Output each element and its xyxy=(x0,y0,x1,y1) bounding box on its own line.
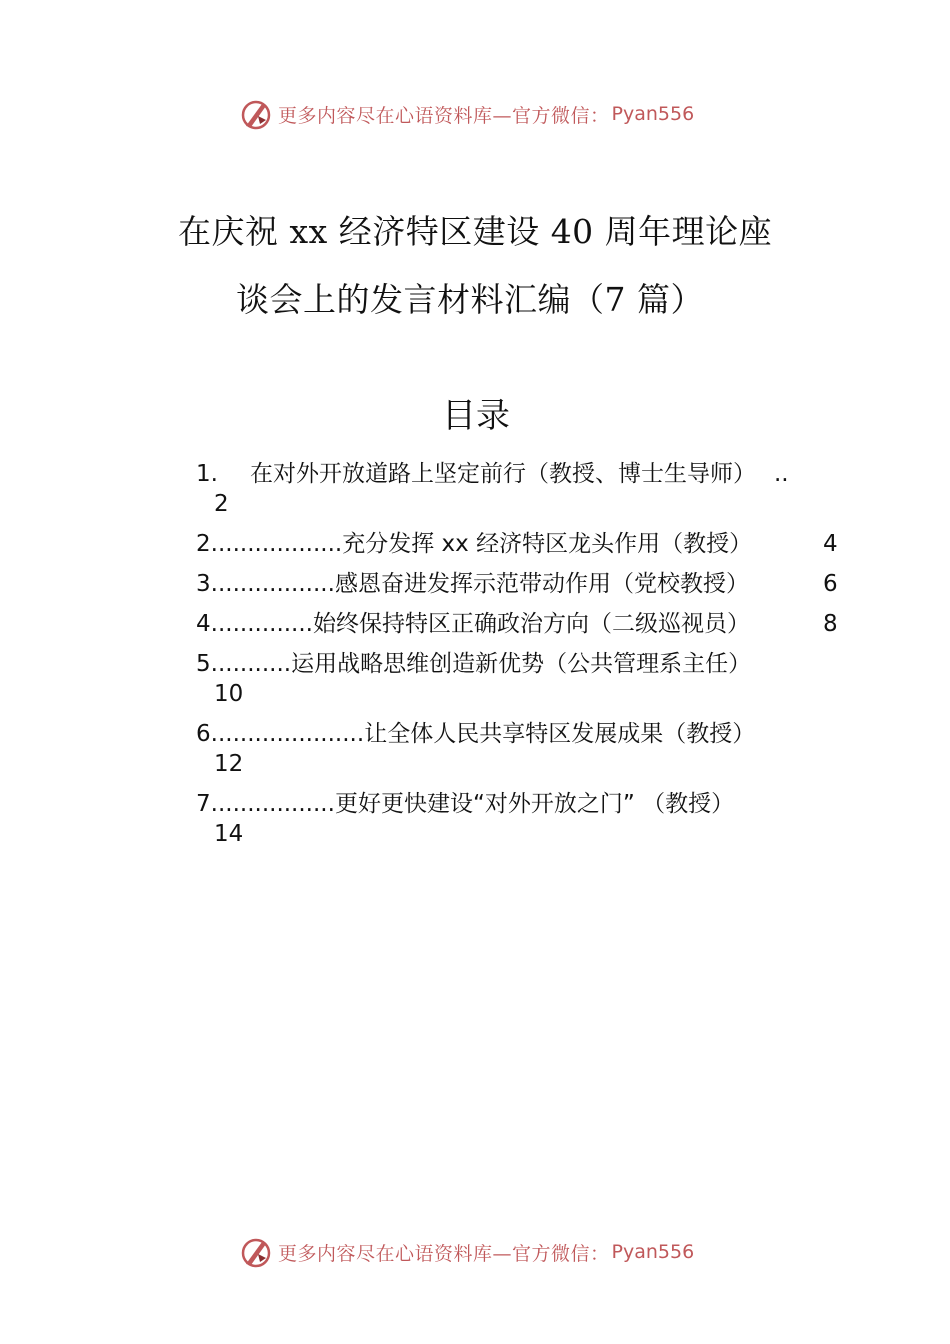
toc-entry-dots: .................. xyxy=(210,531,343,557)
toc-entry-number: 4 xyxy=(196,611,211,637)
toc-entry-dots: .............. xyxy=(210,611,313,637)
watermark-wechat-id: Pyan556 xyxy=(611,103,695,125)
watermark-text: 更多内容尽在心语资料库—官方微信： xyxy=(278,1242,610,1265)
toc-entry-number: 7 xyxy=(196,791,211,817)
toc-entry-dots: ........... xyxy=(210,651,292,677)
toc-entry-number: 6 xyxy=(196,721,211,747)
quill-seal-icon xyxy=(238,96,274,132)
watermark-text: 更多内容尽在心语资料库—官方微信： xyxy=(278,104,610,127)
watermark-wechat-id: Pyan556 xyxy=(611,1241,695,1263)
toc-entry-7-page: 14 xyxy=(214,821,244,847)
toc-entry-6[interactable] xyxy=(196,719,755,749)
toc-entry-number: 3 xyxy=(196,571,211,597)
toc-entry-title: 运用战略思维创造新优势（公共管理系主任） xyxy=(291,651,752,677)
toc-entry-trail: .. xyxy=(773,461,789,487)
document-title-line2: 谈会上的发言材料汇编（7 篇） xyxy=(236,280,704,319)
toc-entry-title: 在对外开放道路上坚定前行（教授、博士生导师） xyxy=(249,461,756,487)
toc-entry-4-page: 8 xyxy=(823,611,838,637)
toc-entry-title: 充分发挥 xx 经济特区龙头作用（教授） xyxy=(342,531,753,557)
toc-entry-2[interactable] xyxy=(196,529,752,559)
toc-entry-3-page: 6 xyxy=(823,571,838,597)
toc-entry-7[interactable] xyxy=(196,789,734,819)
toc-entry-3[interactable] xyxy=(196,569,749,599)
toc-entry-5-page: 10 xyxy=(214,681,244,707)
toc-entry-title: 始终保持特区正确政治方向（二级巡视员） xyxy=(313,611,750,637)
toc-entry-4[interactable] xyxy=(196,609,750,639)
quill-seal-icon xyxy=(238,1234,274,1270)
toc-entry-number: 2 xyxy=(196,531,211,557)
toc-entry-number: 1. xyxy=(196,461,218,487)
toc-entry-number: 5 xyxy=(196,651,211,677)
toc-entry-title: 更好更快建设“对外开放之门” （教授） xyxy=(334,791,735,817)
toc-entry-title: 感恩奋进发挥示范带动作用（党校教授） xyxy=(334,571,749,597)
toc-entry-dots: ................. xyxy=(210,571,335,597)
toc-heading: 目录 xyxy=(442,396,510,436)
footer-watermark xyxy=(238,1232,758,1272)
toc-entry-6-page: 12 xyxy=(214,751,244,777)
toc-entry-1-page: 2 xyxy=(214,491,229,517)
toc-entry-2-page: 4 xyxy=(823,531,838,557)
header-watermark xyxy=(238,94,758,134)
document-title-line1: 在庆祝 xx 经济特区建设 40 周年理论座 xyxy=(178,212,773,251)
toc-entry-title: 让全体人民共享特区发展成果（教授） xyxy=(364,721,756,747)
toc-entry-5[interactable] xyxy=(196,649,751,679)
toc-entry-1[interactable] xyxy=(196,459,789,489)
toc-entry-dots: ..................... xyxy=(210,721,365,747)
toc-entry-dots: ................. xyxy=(210,791,335,817)
